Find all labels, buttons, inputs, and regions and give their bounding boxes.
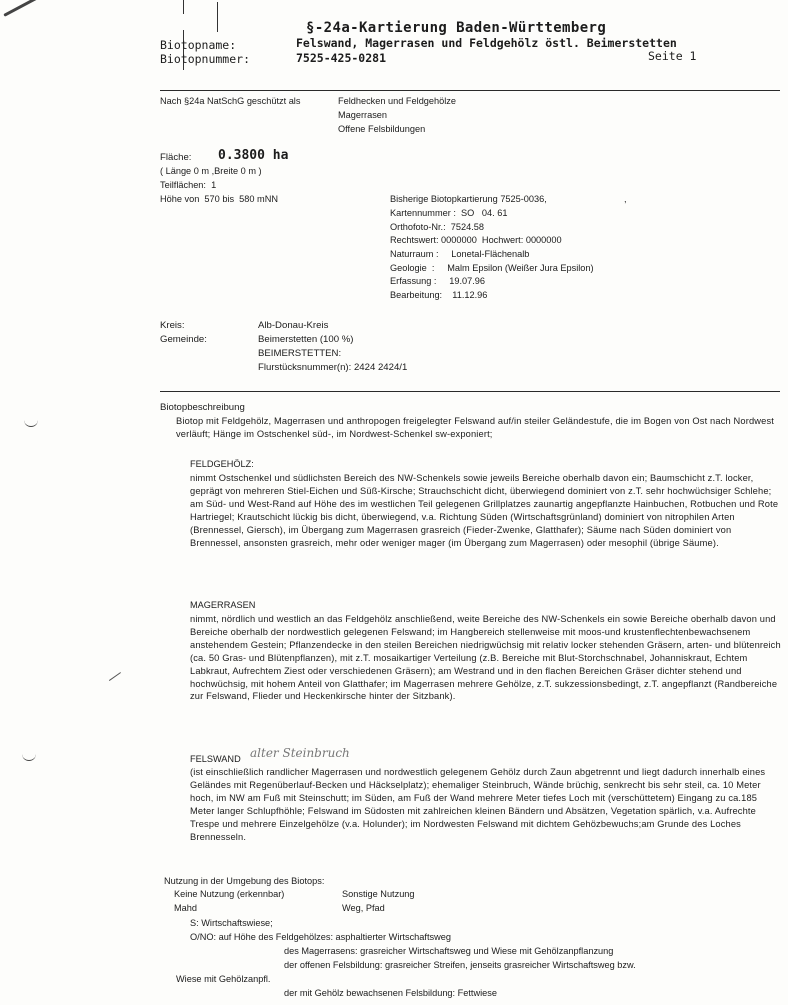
header-divider	[160, 90, 780, 91]
section-heading-feldgehoelz: FELDGEHÖLZ:	[190, 459, 254, 469]
district-value: Alb-Donau-Kreis	[258, 320, 329, 331]
meta-line: Geologie : Malm Epsilon (Weißer Jura Epsilon)	[390, 263, 594, 273]
usage-line: der offenen Felsbildung: grasreicher Streifen, jenseits grasreicher Wirtschaftsweg bzw.	[284, 960, 636, 970]
meta-line: Rechtswert: 0000000 Hochwert: 0000000	[390, 235, 562, 245]
punch-hole-mark	[22, 750, 36, 761]
usage-left-item: Mahd	[174, 903, 197, 913]
meta-line: Erfassung : 19.07.96	[390, 276, 485, 286]
usage-line: O/NO: auf Höhe des Feldgehölzes: asphaltierter Wirtschaftsweg	[190, 932, 451, 942]
meta-line: Bisherige Biotopkartierung 7525-0036,	[390, 194, 547, 204]
area-label: Fläche:	[160, 152, 192, 163]
elevation: Höhe von 570 bis 580 mNN	[160, 194, 278, 204]
meta-line: Naturraum : Lonetal-Flächenalb	[390, 249, 530, 259]
meta-line: Bearbeitung: 11.12.96	[390, 290, 488, 300]
usage-right-item: Weg, Pfad	[342, 903, 385, 913]
municipality-label: Gemeinde:	[160, 334, 207, 345]
page-number: Seite 1	[648, 49, 697, 63]
usage-left-item: Keine Nutzung (erkennbar)	[174, 889, 285, 899]
handwritten-note: alter Steinbruch	[250, 746, 350, 760]
usage-line: des Magerrasens: grasreicher Wirtschaftsweg und Wiese mit Gehölzanpflanzung	[284, 946, 614, 956]
usage-right-item: Sonstige Nutzung	[342, 889, 415, 899]
scan-tick-mark	[183, 0, 184, 14]
municipality-value: Beimerstetten (100 %)	[258, 334, 354, 345]
punch-hole-mark	[24, 416, 38, 427]
scan-tick-mark	[217, 2, 218, 32]
margin-mark	[109, 672, 121, 681]
district-label: Kreis:	[160, 320, 185, 331]
meta-line: Orthofoto-Nr.: 7524.58	[390, 222, 484, 232]
partial-areas: Teilflächen: 1	[160, 180, 217, 190]
usage-line: Wiese mit Gehölzanpfl.	[176, 974, 271, 984]
section-heading-magerrasen: MAGERRASEN	[190, 600, 256, 610]
protection-item: Feldhecken und Feldgehölze	[338, 96, 456, 106]
protection-item: Offene Felsbildungen	[338, 124, 426, 134]
area-value: 0.3800 ha	[218, 148, 289, 163]
usage-line: S: Wirtschaftswiese;	[190, 918, 273, 928]
protection-item: Magerrasen	[338, 110, 388, 120]
parcel-numbers: Flurstücksnummer(n): 2424 2424/1	[258, 362, 408, 373]
protection-prefix: Nach §24a NatSchG geschützt als	[160, 96, 301, 106]
pen-mark-icon	[3, 0, 50, 17]
felswand-text: (ist einschließlich randlicher Magerrasen und nordwestlich gelegenem Gehölz durch Zaun abgetrennt und liegt dadurch innerhalb eines Geländes mit Regenüberlauf-Becken und Häckselplatz); ehemaliger Steinbruch, Wände brüchig, senkrecht bis sehr steil, ca. 10 Meter hoch, im NW am Fuß mit Steinschutt; im Süden, am Fuß der Wand mehrere Meter tiefes Loch mit (verschüttetem) Eingang zu ca.185 Meter langer Schlupfhöhle; Felswand im Südosten mit zahlreichen kleinen Bändern und Absätzen, Vegetation spärlich, v.a. Aufrechte Trespe und mehrere Einzelgehölze (v.a. Holunder); im Nordwesten Felswand mit dichtem Gehözbewuchs;am Grunde des Loches Brennesseln.	[190, 767, 766, 842]
usage-line: der mit Gehölz bewachsenen Felsbildung: Fettwiese	[284, 988, 497, 998]
area-dimensions: ( Länge 0 m ,Breite 0 m )	[160, 166, 262, 176]
description-heading: Biotopbeschreibung	[160, 402, 245, 413]
description-intro: Biotop mit Feldgehölz, Magerrasen und anthropogen freigelegter Felswand auf/in steiler Geländestufe, die im Bogen von Ost nach Nordwest verläuft; Hänge im Ostschenkel süd-, im Nordwest-Schenkel sw-exponiert;	[176, 416, 775, 439]
document-title: §-24a-Kartierung Baden-Württemberg	[306, 20, 607, 36]
biotope-number-value: 7525-425-0281	[296, 51, 387, 65]
town-name: BEIMERSTETTEN:	[258, 348, 342, 359]
biotope-name-label: Biotopname:	[160, 38, 237, 52]
meta-comma-mark: ,	[624, 194, 627, 204]
meta-line: Kartennummer : SO 04. 61	[390, 208, 508, 218]
feldgehoelz-text: nimmt Ostschenkel und südlichsten Bereich des NW-Schenkels sowie jeweils Bereiche oberhalb davon ein; Baumschicht z.T. locker, geprägt von mehreren Stiel-Eichen und Süß-Kirsche; Strauchschicht dicht, überwiegend dominiert von z.T. sehr hochwüchsiger Schlehe; am Süd- und West-Rand auf Höhe des im westlichen Teil gelegenen Grillplatzes zaunartig angepflanzte Hainbuchen, Rotbuchen und Rote Hartriegel; Krautschicht lückig bis dicht, überwiegend, v.a. Richtung Süden (Wirtschaftsgrünland) dominiert von nitrophilen Arten (Brennessel, Giersch), im Übergang zum Magerrasen grasreich (Fieder-Zwenke, Glatthafer); Säume nach Süden dominiert von Brennessel, ansonsten grasreich, mehr oder weniger mager (im Übergang zum Magerrasen) oder mesophil (übrige Säume).	[190, 473, 779, 548]
admin-divider	[160, 391, 780, 392]
magerrasen-text: nimmt, nördlich und westlich an das Feldgehölz anschließend, weite Bereiche des NW-Schenkels ein sowie Bereiche oberhalb davon und Bereiche oberhalb der nordwestlich gelegenen Felswand; im Hangbereich stellenweise mit moos-und krustenflechtenbewachsenem anstehendem Gestein; Pflanzendecke in den steilen Bereichen niedrigwüchsig mit relativ locker stehenden Gräsern, arten- und blütenreich (ca. 50 Gras- und Blütenpflanzen), mit z.T. mosaikartiger Verteilung (z.B. Bereiche mit Blut-Storchschnabel, Johanniskraut, Echtem Labkraut, Aufrechtem Ziest oder verschiedenen Gräsern); am Westrand und in den flachen Bereichen Gräser dichter stehend und hochwüchsig, mit hohem Anteil von Glatthafer; im Magerrasen mehrere Gehölze, z.T. sukzessionsbedingt, z.T. angepflanzt (Randbereiche zur Felswand, Flieder und Heckenkirsche hinter der Sitzbank).	[190, 614, 781, 702]
usage-heading: Nutzung in der Umgebung des Biotops:	[164, 876, 325, 886]
section-heading-felswand: FELSWAND	[190, 754, 241, 764]
biotope-name-value: Felswand, Magerrasen und Feldgehölz östl. Beimerstetten	[296, 36, 677, 50]
biotope-number-label: Biotopnummer:	[160, 52, 251, 66]
